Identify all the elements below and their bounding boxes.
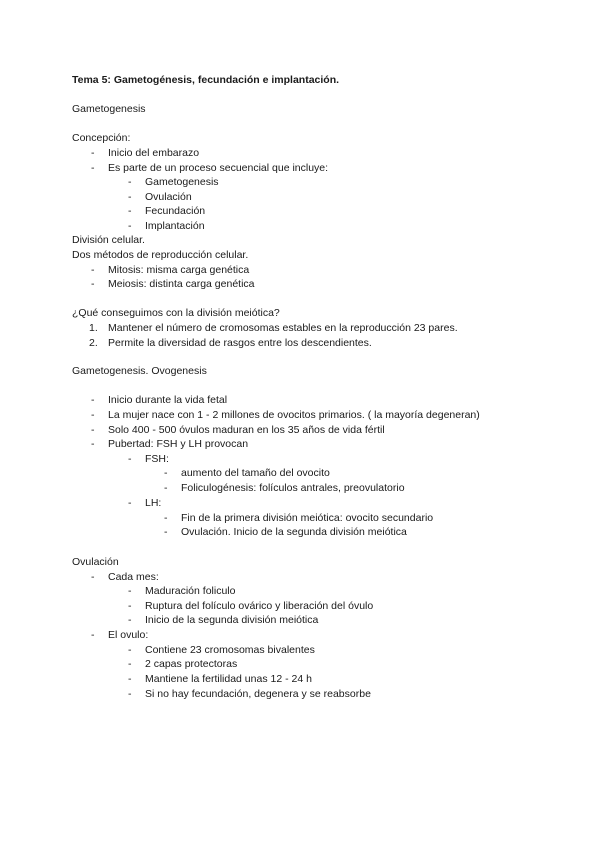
bullet-dash: -: [91, 409, 95, 421]
list-item: Maduración foliculo: [145, 585, 236, 597]
list-item: Foliculogénesis: folículos antrales, preovulatorio: [181, 482, 405, 494]
bullet-dash: -: [128, 205, 132, 217]
bullet-dash: -: [128, 688, 132, 700]
page-title: Tema 5: Gametogénesis, fecundación e implantación.: [72, 74, 340, 86]
section-heading: Ovulación: [72, 556, 119, 568]
list-item: Inicio durante la vida fetal: [108, 394, 228, 406]
numbered-item: Permite la diversidad de rasgos entre los descendientes.: [108, 337, 372, 349]
bullet-dash: -: [128, 453, 132, 465]
list-item: Mitosis: misma carga genética: [108, 264, 250, 276]
paragraph: Dos métodos de reproducción celular.: [72, 249, 249, 261]
bullet-dash: -: [91, 438, 95, 450]
section-heading: Gametogenesis: [72, 103, 146, 115]
bullet-dash: -: [91, 571, 95, 583]
bullet-dash: -: [164, 526, 168, 538]
list-item: Pubertad: FSH y LH provocan: [108, 438, 249, 450]
list-item: Fecundación: [145, 205, 206, 217]
list-item: Solo 400 - 500 óvulos maduran en los 35 años de vida fértil: [108, 424, 385, 436]
bullet-dash: -: [91, 264, 95, 276]
bullet-dash: -: [91, 394, 95, 406]
bullet-dash: -: [128, 658, 132, 670]
bullet-dash: -: [128, 191, 132, 203]
list-item: FSH:: [145, 453, 169, 465]
bullet-dash: -: [164, 482, 168, 494]
subheading: Concepción:: [72, 132, 131, 144]
bullet-dash: -: [91, 629, 95, 641]
bullet-dash: -: [128, 644, 132, 656]
list-item: 2 capas protectoras: [145, 658, 238, 670]
bullet-dash: -: [164, 512, 168, 524]
bullet-dash: -: [128, 220, 132, 232]
bullet-dash: -: [128, 614, 132, 626]
list-item: Cada mes:: [108, 571, 159, 583]
list-number: 2.: [89, 337, 98, 349]
list-item: Ruptura del folículo ovárico y liberación del óvulo: [145, 600, 374, 612]
bullet-dash: -: [91, 147, 95, 159]
list-item: Mantiene la fertilidad unas 12 - 24 h: [145, 673, 312, 685]
list-item: Implantación: [145, 220, 205, 232]
bullet-dash: -: [91, 278, 95, 290]
list-item: Ovulación: [145, 191, 192, 203]
bullet-dash: -: [128, 585, 132, 597]
list-item: Ovulación. Inicio de la segunda división meiótica: [181, 526, 407, 538]
list-item: aumento del tamaño del ovocito: [181, 467, 330, 479]
list-item: Es parte de un proceso secuencial que incluye:: [108, 162, 329, 174]
list-item: Fin de la primera división meiótica: ovocito secundario: [181, 512, 434, 524]
bullet-dash: -: [128, 600, 132, 612]
bullet-dash: -: [164, 467, 168, 479]
list-item: Inicio de la segunda división meiótica: [145, 614, 319, 626]
bullet-dash: -: [91, 424, 95, 436]
bullet-dash: -: [128, 673, 132, 685]
list-item: Meiosis: distinta carga genética: [108, 278, 255, 290]
bullet-dash: -: [128, 497, 132, 509]
section-heading: Gametogenesis. Ovogenesis: [72, 365, 207, 377]
list-item: El ovulo:: [108, 629, 149, 641]
list-item: La mujer nace con 1 - 2 millones de ovocitos primarios. ( la mayoría degeneran): [108, 409, 480, 421]
bullet-dash: -: [128, 176, 132, 188]
list-item: Inicio del embarazo: [108, 147, 200, 159]
bullet-dash: -: [91, 162, 95, 174]
list-item: Si no hay fecundación, degenera y se reabsorbe: [145, 688, 371, 700]
subheading: División celular.: [72, 234, 145, 246]
list-item: Contiene 23 cromosomas bivalentes: [145, 644, 315, 656]
list-item: LH:: [145, 497, 162, 509]
list-number: 1.: [89, 322, 98, 334]
question: ¿Qué conseguimos con la división meiótica?: [72, 307, 280, 319]
list-item: Gametogenesis: [145, 176, 219, 188]
numbered-item: Mantener el número de cromosomas estables en la reproducción 23 pares.: [108, 322, 458, 334]
